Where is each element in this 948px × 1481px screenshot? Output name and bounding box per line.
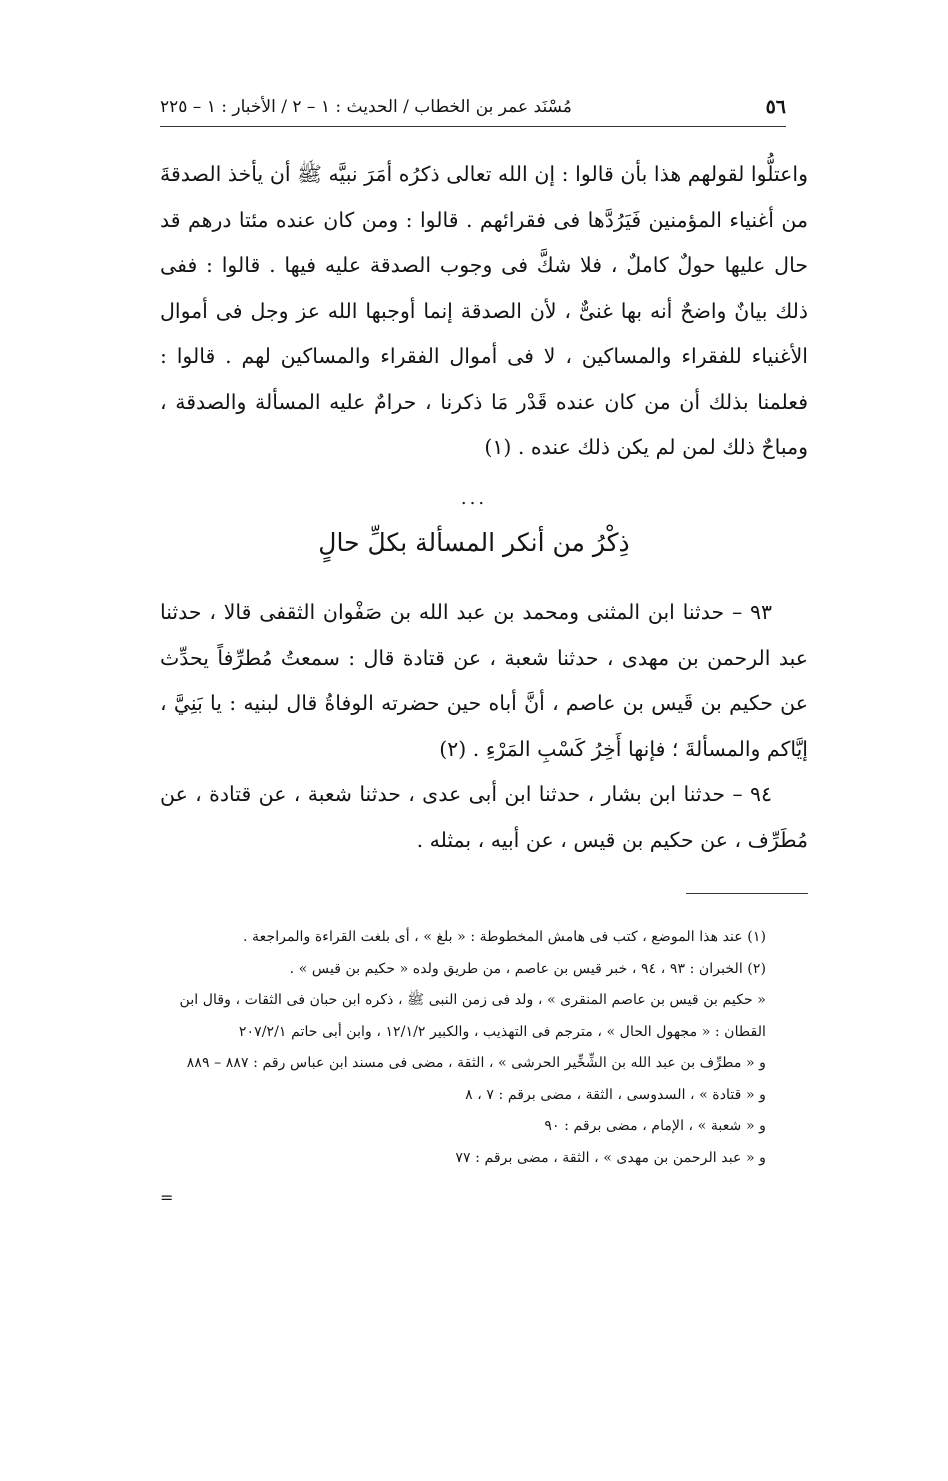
footnote-2: (٢) الخبران : ٩٣ ، ٩٤ ، خبر قيس بن عاصم ، من طريق ولده « حكيم بن قيس » . [289, 960, 766, 977]
footnote-1: (١) عند هذا الموضع ، كتب فى هامش المخطوطة : « بلغ » ، أى بلغت القراءة والمراجعة . [243, 929, 766, 945]
continuation-mark: = [160, 1188, 174, 1207]
section-separator: ... [460, 488, 488, 509]
footnote-2-note-shuba: و « شعبة » ، الإمام ، مضى برقم : ٩٠ [544, 1118, 766, 1134]
footnote-2-note-qatada: و « قتادة » ، السدوسى ، الثقة ، مضى برقم : ٧ ، ٨ [465, 1086, 766, 1103]
page-number: ٥٦ [765, 96, 786, 118]
hadith-93-text: ٩٣ – حدثنا ابن المثنى ومحمد بن عبد الله بن صَفْوان الثقفى قالا ، حدثنا عبد الرحمن بن مهدى ، حدثنا شعبة ، عن قتادة قال : سمعتُ مُطرِّفاً يحدِّث عن حكيم بن قَيس بن عاصم ، أنَّ أباه حين حضرته الوفاةُ قال لبنيه : يا بَنِيَّ ، إيَّاكم والمسألةَ ؛ فإنها أَخِرُ كَسْبِ المَرْءِ . (٢) [160, 600, 808, 761]
page-header [160, 92, 786, 127]
footnote-2-note-abdulrahman: و « عبد الرحمن بن مهدى » ، الثقة ، مضى برقم : ٧٧ [455, 1149, 766, 1166]
hadith-93 [160, 590, 808, 772]
footnotes [158, 922, 786, 1174]
footnote-2-note-mutarrif: و « مطرِّف بن عبد الله بن الشِّخِّير الحرشى » ، الثقة ، مضى فى مسند ابن عباس رقم : ٨٨٧ – ٨٨٩ [186, 1055, 766, 1071]
hadith-94 [160, 772, 808, 863]
running-title: مُسْنَد عمر بن الخطاب / الحديث : ١ – ٢ / الأخبار : ١ – ٢٢٥ [160, 97, 572, 117]
paragraph-1: واعتلُّوا لقولهم هذا بأن قالوا : إن الله تعالى ذكرُه أمَرَ نبيَّه ﷺ أن يأخذ الصدقةَ من أغنياء المؤمنين فَيَرُدَّها فى فقرائهم . قالوا : ومن كان عنده مئتا درهم قد حال عليها حولٌ كاملٌ ، فلا شكَّ فى وجوب الصدقة عليه فيها . قالوا : ففى ذلك بيانٌ واضحٌ أنه بها غنىٌّ ، لأن الصدقة إنما أوجبها الله عز وجل فى أموال الأغنياء للفقراء والمساكين ، لا فى أموال الفقراء والمساكين لهم . قالوا : فعلمنا بذلك أن من كان عنده قَدْر مَا ذكرنا ، حرامٌ عليه المسألة والصدقة ، ومباحٌ ذلك لمن لم يكن ذلك عنده . (١) [160, 162, 808, 459]
section-title: ذِكْرُ من أنكر المسألة بكلِّ حالٍ [318, 528, 630, 557]
footnote-rule [686, 893, 808, 894]
hadith-94-text: ٩٤ – حدثنا ابن بشار ، حدثنا ابن أبى عدى ، حدثنا شعبة ، عن قتادة ، عن مُطَرِّف ، عن حكيم بن قيس ، عن أبيه ، بمثله . [160, 782, 808, 852]
footnote-2-note-hakim: « حكيم بن قيس بن عاصم المنقرى » ، ولد فى زمن النبى ﷺ ، ذكره ابن حبان فى الثقات ، وقال ابن القطان : « مجهول الحال » ، مترجم فى التهذيب ، والكبير ١٢/١/٢ ، وابن أبى حاتم ٢٠٧/٢/١ [179, 992, 766, 1040]
